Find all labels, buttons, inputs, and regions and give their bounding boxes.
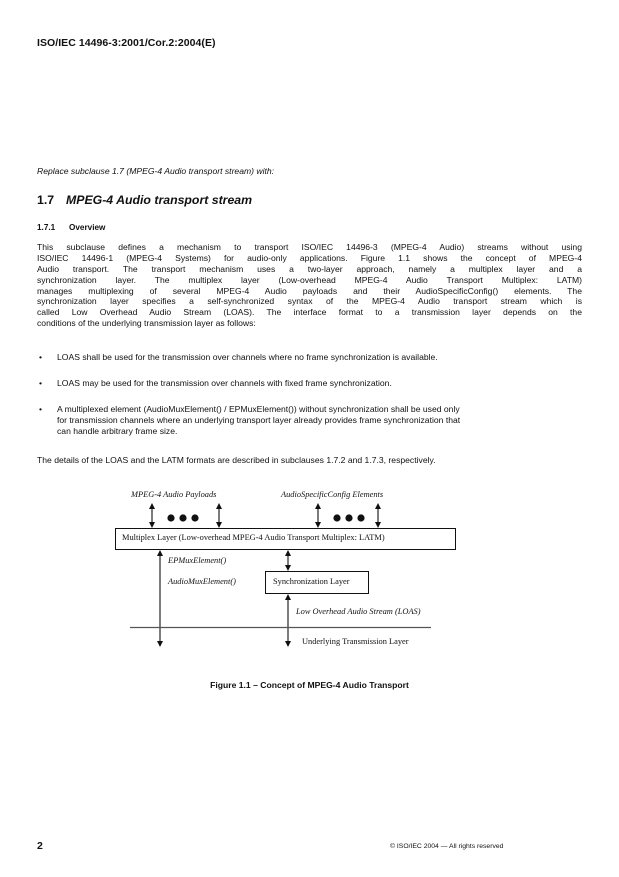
bullet-icon: • (39, 378, 43, 388)
bullet-icon: • (39, 404, 43, 414)
bullet-icon: • (39, 352, 43, 362)
bullet-text: for transmission channels where an underlying transport layer already provides frame synchronization that (57, 414, 461, 425)
paragraph-line: manages multiplexing of several MPEG-4 Audio payloads and their AudioSpecificConfig() elements. The (37, 285, 582, 296)
bullet-text: A multiplexed element (AudioMuxElement() / EPMuxElement()) without synchronization shall be used only (57, 404, 460, 414)
section-title: MPEG-4 Audio transport stream (66, 193, 253, 207)
page-number: 2 (37, 840, 43, 852)
paragraph-line: This subclause defines a mechanism to transport ISO/IEC 14496-3 (MPEG-4 Audio) streams without using (37, 242, 582, 252)
replace-instruction: Replace subclause 1.7 (MPEG-4 Audio transport stream) with: (37, 166, 275, 176)
subsection-title: Overview (69, 223, 106, 232)
bullet-text: can handle arbitrary frame size. (57, 425, 178, 436)
paragraph-line: synchronization layer specifies a self-synchronized syntax of the MPEG-4 Audio transport stream which is (37, 296, 582, 307)
paragraph-line: Audio transport. The transport mechanism uses a two-layer approach, namely a multiplex layer and a (37, 263, 582, 274)
subsection-number: 1.7.1 (37, 223, 56, 232)
payloads-label: MPEG-4 Audio Payloads (131, 490, 217, 499)
bullet-text: LOAS may be used for the transmission over channels with fixed frame synchronization. (57, 378, 392, 388)
details-paragraph: The details of the LOAS and the LATM formats are described in subclauses 1.7.2 and 1.7.3, respectively. (37, 455, 436, 465)
loas-label: Low Overhead Audio Stream (LOAS) (296, 607, 421, 616)
asc-elements-label: AudioSpecificConfig Elements (281, 490, 384, 499)
paragraph-line: conditions of the underlying transmission layer as follows: (37, 318, 256, 329)
paragraph-line: synchronization layer. The multiplex layer (Low-overhead MPEG-4 Audio Transport Multiplex: LATM) (37, 274, 582, 285)
paragraph-line: called Low Overhead Audio Stream (LOAS). The interface format to a transmission layer depends on the (37, 307, 582, 318)
document-header-id: ISO/IEC 14496-3:2001/Cor.2:2004(E) (37, 37, 216, 49)
copyright-notice: © ISO/IEC 2004 — All rights reserved (390, 843, 504, 850)
sync-layer-label: Synchronization Layer (273, 577, 350, 586)
epmux-element-label: EPMuxElement() (168, 556, 227, 565)
multiplex-layer-label: Multiplex Layer (Low-overhead MPEG-4 Audio Transport Multiplex: LATM) (122, 533, 385, 542)
section-number: 1.7 (37, 193, 55, 207)
transmission-layer-label: Underlying Transmission Layer (302, 637, 409, 646)
paragraph-line: ISO/IEC 14496-1 (MPEG-4 Systems) for audio-only applications. Figure 1.1 shows the concept of MPEG-4 (37, 252, 582, 263)
bullet-text: LOAS shall be used for the transmission over channels where no frame synchronization is available. (57, 352, 438, 362)
figure-caption: Figure 1.1 – Concept of MPEG-4 Audio Transport (210, 680, 409, 690)
audiomux-element-label: AudioMuxElement() (168, 577, 236, 586)
